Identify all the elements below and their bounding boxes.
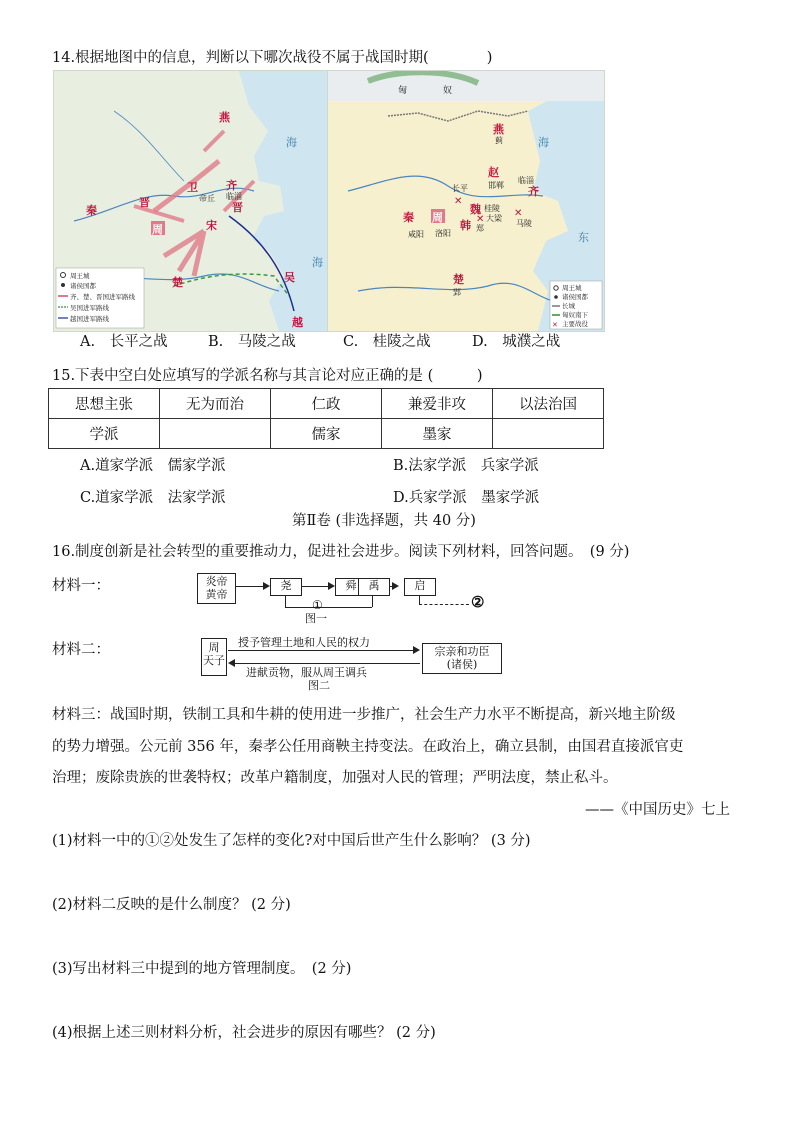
box-yao: 尧 [270, 578, 302, 596]
svg-text:长平: 长平 [452, 184, 468, 193]
box-text: 宗亲和功臣 [434, 645, 490, 658]
svg-text:长城: 长城 [562, 302, 575, 310]
svg-text:匈奴南下: 匈奴南下 [562, 311, 588, 319]
svg-text:晋: 晋 [139, 196, 150, 209]
svg-text:邯郸: 邯郸 [488, 181, 504, 190]
svg-text:主要战役: 主要战役 [562, 320, 588, 328]
table-cell: 兼爱非攻 [382, 389, 493, 419]
svg-text:大梁: 大梁 [486, 214, 502, 223]
table-cell: 以法治国 [493, 389, 604, 419]
box-qi: 启 [404, 578, 436, 596]
material-1-label: 材料一： [52, 578, 110, 594]
table-cell: 无为而治 [160, 389, 271, 419]
svg-text:郢: 郢 [453, 288, 461, 297]
svg-text:诸侯国都: 诸侯国都 [70, 282, 96, 290]
q14-option-b: B. 马陵之战 [208, 334, 296, 350]
svg-text:奴: 奴 [443, 86, 453, 96]
svg-text:洛阳: 洛阳 [435, 229, 451, 238]
svg-text:临淄: 临淄 [518, 176, 534, 185]
figure-1-caption: 图一 [305, 612, 327, 625]
material-2-label: 材料二： [52, 642, 110, 658]
table-cell-blank [493, 419, 604, 449]
q15-option-c: C.道家学派 法家学派 [80, 490, 226, 506]
svg-text:✕: ✕ [552, 321, 558, 329]
q16-stem: 16.制度创新是社会转型的重要推动力，促进社会进步。阅读下列材料，回答问题。 (9 分) [52, 544, 630, 560]
mark-2: ② [471, 593, 485, 611]
box-zhuhou [422, 643, 502, 674]
q14-stem: 14.根据地图中的信息，判断以下哪次战役不属于战国时期( ) [52, 50, 493, 66]
q15-table [48, 388, 604, 449]
svg-text:楚: 楚 [172, 276, 183, 289]
svg-text:越国进军路线: 越国进军路线 [70, 315, 109, 323]
q14-option-a: A. 长平之战 [80, 334, 168, 350]
mark-1: ① [312, 598, 323, 612]
box-text: 炎帝 [205, 575, 228, 588]
arrow-top-text: 授予管理土地和人民的权力 [238, 636, 370, 649]
svg-text:临淄: 临淄 [226, 192, 242, 201]
table-cell: 学派 [49, 419, 160, 449]
svg-text:匈: 匈 [398, 86, 408, 96]
sub-question-2: (2)材料二反映的是什么制度？ (2 分) [52, 897, 291, 913]
q15-option-b: B.法家学派 兵家学派 [393, 458, 539, 474]
table-row [49, 419, 604, 449]
svg-text:桂陵: 桂陵 [484, 204, 500, 213]
sub-question-3: (3)写出材料三中提到的地方管理制度。 (2 分) [52, 961, 352, 977]
box-shun: 舜 [335, 578, 367, 596]
table-cell: 儒家 [271, 419, 382, 449]
svg-text:海: 海 [312, 256, 323, 269]
arrow-bottom-text: 进献贡物，服从周王调兵 [246, 666, 367, 679]
box-zhou-tianzi [201, 638, 227, 676]
svg-text:齐: 齐 [528, 185, 539, 198]
figure-2-caption: 图二 [308, 679, 330, 692]
svg-text:宋: 宋 [206, 219, 217, 232]
svg-text:马陵: 马陵 [516, 219, 532, 228]
svg-text:魏: 魏 [470, 203, 481, 216]
svg-text:郑: 郑 [476, 224, 484, 233]
svg-text:燕: 燕 [219, 111, 230, 124]
box-yu: 禹 [358, 578, 390, 596]
svg-text:周: 周 [432, 211, 443, 224]
sub-question-1: (1)材料一中的①②处发生了怎样的变化?对中国后世产生什么影响？ (3 分) [52, 833, 531, 849]
box-text: 黄帝 [205, 588, 228, 601]
svg-text:齐、楚、晋国进军路线: 齐、楚、晋国进军路线 [70, 293, 135, 301]
svg-text:韩: 韩 [460, 219, 471, 232]
svg-text:秦: 秦 [86, 204, 97, 217]
svg-text:齐: 齐 [226, 179, 237, 192]
table-cell-blank [160, 419, 271, 449]
map-left [53, 70, 328, 332]
svg-text:周王城: 周王城 [562, 284, 582, 292]
svg-text:帝丘: 帝丘 [199, 194, 215, 203]
material-3-line: 的势力增强。公元前 356 年，秦孝公任用商鞅主持变法。在政治上，确立县制，由国君直接派官吏 [52, 739, 684, 755]
table-row [49, 389, 604, 419]
svg-text:秦: 秦 [403, 211, 414, 224]
svg-text:吴: 吴 [284, 271, 295, 284]
svg-text:东: 东 [578, 231, 589, 244]
q15-stem: 15.下表中空白处应填写的学派名称与其言论对应正确的是 ( ) [52, 368, 483, 384]
svg-text:蓟: 蓟 [495, 136, 503, 145]
sub-question-4: (4)根据上述三则材料分析，社会进步的原因有哪些？ (2 分) [52, 1025, 436, 1041]
svg-text:咸阳: 咸阳 [408, 230, 424, 239]
q15-option-d: D.兵家学派 墨家学派 [393, 490, 540, 506]
box-yan-huang [197, 573, 236, 604]
q14-option-c: C. 桂陵之战 [343, 334, 431, 350]
svg-text:吴国进军路线: 吴国进军路线 [70, 304, 109, 312]
q15-option-a: A.道家学派 儒家学派 [80, 458, 226, 474]
box-text: (诸侯) [446, 658, 478, 671]
svg-text:赵: 赵 [488, 166, 499, 179]
table-cell: 思想主张 [49, 389, 160, 419]
material-3-source: ——《中国历史》七上 [585, 802, 730, 818]
material-3-line: 材料三：战国时期，铁制工具和牛耕的使用进一步推广，社会生产力水平不断提高，新兴地主阶级 [52, 707, 676, 723]
map-right [327, 70, 605, 332]
box-text: 周 [208, 641, 220, 654]
svg-text:卫: 卫 [187, 181, 198, 194]
svg-text:越: 越 [292, 316, 303, 329]
svg-text:晋: 晋 [232, 201, 243, 214]
svg-text:海: 海 [538, 136, 549, 149]
table-cell: 墨家 [382, 419, 493, 449]
box-text: 天子 [203, 654, 225, 667]
svg-text:周王城: 周王城 [70, 272, 90, 280]
svg-text:✕: ✕ [514, 208, 523, 219]
material-3-line: 治理；废除贵族的世袭特权；改革户籍制度，加强对人民的管理；严明法度，禁止私斗。 [52, 770, 618, 786]
svg-text:✕: ✕ [454, 196, 463, 207]
svg-text:诸侯国都: 诸侯国都 [562, 293, 588, 301]
table-cell: 仁政 [271, 389, 382, 419]
svg-text:周: 周 [152, 223, 163, 236]
svg-text:海: 海 [286, 136, 297, 149]
svg-text:燕: 燕 [493, 123, 504, 136]
svg-text:楚: 楚 [453, 273, 464, 286]
svg-text:✕: ✕ [476, 214, 485, 225]
q14-option-d: D. 城濮之战 [472, 334, 561, 350]
section-title: 第Ⅱ卷 (非选择题，共 40 分) [292, 513, 476, 529]
